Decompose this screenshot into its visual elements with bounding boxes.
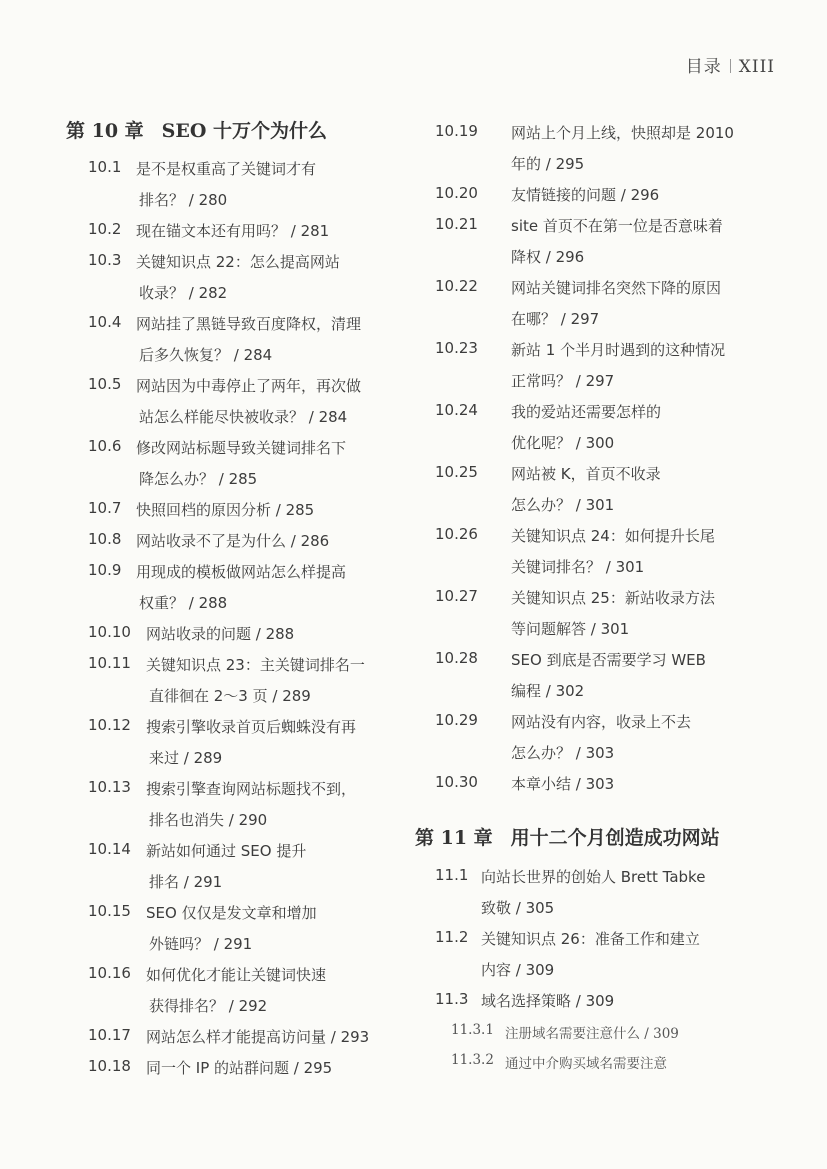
section-title: 网站收录不了是为什么 / 286 [136,532,330,550]
chapter-title: SEO 十万个为什么 [161,120,328,142]
section-number: 10.9 [88,561,122,579]
section-number: 10.15 [88,902,131,920]
section-title-continued: 后多久恢复？ / 284 [139,346,273,364]
section-number: 10.16 [88,964,131,982]
chapter-number: 第 11 章 [415,827,493,849]
section-number: 10.20 [435,184,478,202]
section-title: 如何优化才能让关键词快速 [146,966,327,984]
section-title: 用现成的模板做网站怎么样提高 [136,563,347,581]
section-title-continued: 降权 / 296 [511,248,585,266]
section-title: 搜索引擎收录首页后蜘蛛没有再 [146,718,357,736]
section-title-continued: 关键词排名？ / 301 [511,558,645,576]
section-title: 关键知识点 24：如何提升长尾 [511,527,715,545]
section-title: SEO 到底是否需要学习 WEB [511,651,706,669]
section-number: 10.30 [435,773,478,791]
section-title-continued: 来过 / 289 [149,749,223,767]
section-title-continued: 怎么办？ / 303 [511,744,615,762]
section-title-continued: 等问题解答 / 301 [511,620,630,638]
section-title-continued: 在哪？ / 297 [511,310,600,328]
running-head-divider [730,59,731,73]
section-title-continued: 致敬 / 305 [481,899,555,917]
section-title: 网站被 K，首页不收录 [511,465,661,483]
section-title: 本章小结 / 303 [511,775,615,793]
section-title: 友情链接的问题 / 296 [511,186,660,204]
section-title: 向站长世界的创始人 Brett Tabke [481,868,706,886]
section-title: 通过中介购买域名需要注意 [505,1056,667,1072]
section-number: 10.27 [435,587,478,605]
section-title: 网站挂了黑链导致百度降权，清理 [136,315,362,333]
section-number: 11.3.1 [451,1022,494,1038]
section-title: 新站如何通过 SEO 提升 [146,842,307,860]
section-title: 网站关键词排名突然下降的原因 [511,279,722,297]
section-title: 搜索引擎查询网站标题找不到， [146,780,357,798]
section-title: site 首页不在第一位是否意味着 [511,217,723,235]
section-title: 关键知识点 22：怎么提高网站 [136,253,340,271]
chapter11-heading[interactable] [415,823,720,850]
section-title: 现在锚文本还有用吗？ / 281 [136,222,330,240]
section-title-continued: 排名也消失 / 290 [149,811,268,829]
section-number: 10.17 [88,1026,131,1044]
section-number: 10.4 [88,313,122,331]
section-title-continued: 站怎么样能尽快被收录？ / 284 [139,408,348,426]
section-number: 10.19 [435,122,478,140]
section-number: 10.13 [88,778,131,796]
section-title-continued: 获得排名？ / 292 [149,997,268,1015]
section-number: 10.21 [435,215,478,233]
section-number: 10.6 [88,437,122,455]
chapter-title: 用十二个月创造成功网站 [510,827,720,849]
section-title-continued: 编程 / 302 [511,682,585,700]
chapter10-heading[interactable] [66,116,327,143]
running-head-page-number: XIII [738,57,775,77]
section-title: 是不是权重高了关键词才有 [136,160,317,178]
section-number: 10.18 [88,1057,131,1075]
section-title: 网站收录的问题 / 288 [146,625,295,643]
section-title: 关键知识点 26：准备工作和建立 [481,930,700,948]
section-title-continued: 权重？ / 288 [139,594,228,612]
section-title-continued: 优化呢？ / 300 [511,434,615,452]
section-title: 关键知识点 25：新站收录方法 [511,589,715,607]
section-title-continued: 正常吗？ / 297 [511,372,615,390]
section-title-continued: 内容 / 309 [481,961,555,979]
chapter-number: 第 10 章 [66,120,144,142]
section-title: 快照回档的原因分析 / 285 [136,501,315,519]
section-title: 我的爱站还需要怎样的 [511,403,662,421]
section-title: 关键知识点 23：主关键词排名一 [146,656,365,674]
section-number: 10.22 [435,277,478,295]
section-number: 11.1 [435,866,469,884]
section-title-continued: 外链吗？ / 291 [149,935,253,953]
running-head-label: 目录 [685,57,722,77]
section-number: 10.23 [435,339,478,357]
section-number: 10.29 [435,711,478,729]
section-title-continued: 怎么办？ / 301 [511,496,615,514]
section-title-continued: 收录？ / 282 [139,284,228,302]
section-title: 域名选择策略 / 309 [481,992,615,1010]
section-number: 10.1 [88,158,122,176]
section-number: 10.2 [88,220,122,238]
section-title: 网站因为中毒停止了两年，再次做 [136,377,362,395]
section-number: 10.3 [88,251,122,269]
section-title: SEO 仅仅是发文章和增加 [146,904,317,922]
section-number: 10.7 [88,499,122,517]
section-title: 网站没有内容，收录上不去 [511,713,692,731]
section-title-continued: 年的 / 295 [511,155,585,173]
section-number: 10.14 [88,840,131,858]
section-number: 10.10 [88,623,131,641]
section-number: 10.8 [88,530,122,548]
section-title: 同一个 IP 的站群问题 / 295 [146,1059,333,1077]
section-title-continued: 排名？ / 280 [139,191,228,209]
section-title-continued: 直徘徊在 2～3 页 / 289 [149,687,311,705]
section-number: 11.3.2 [451,1052,494,1068]
section-number: 10.5 [88,375,122,393]
section-title: 网站上个月上线，快照却是 2010 [511,124,734,142]
section-number: 10.25 [435,463,478,481]
section-number: 10.26 [435,525,478,543]
section-title: 新站 1 个半月时遇到的这种情况 [511,341,726,359]
section-number: 10.12 [88,716,131,734]
running-head [686,52,775,77]
section-title: 注册域名需要注意什么 / 309 [505,1026,679,1042]
section-title-continued: 降怎么办？ / 285 [139,470,258,488]
section-number: 10.24 [435,401,478,419]
section-number: 10.11 [88,654,131,672]
section-title: 网站怎么样才能提高访问量 / 293 [146,1028,370,1046]
section-number: 11.3 [435,990,469,1008]
section-number: 11.2 [435,928,469,946]
section-title-continued: 排名 / 291 [149,873,223,891]
section-title: 修改网站标题导致关键词排名下 [136,439,347,457]
section-number: 10.28 [435,649,478,667]
